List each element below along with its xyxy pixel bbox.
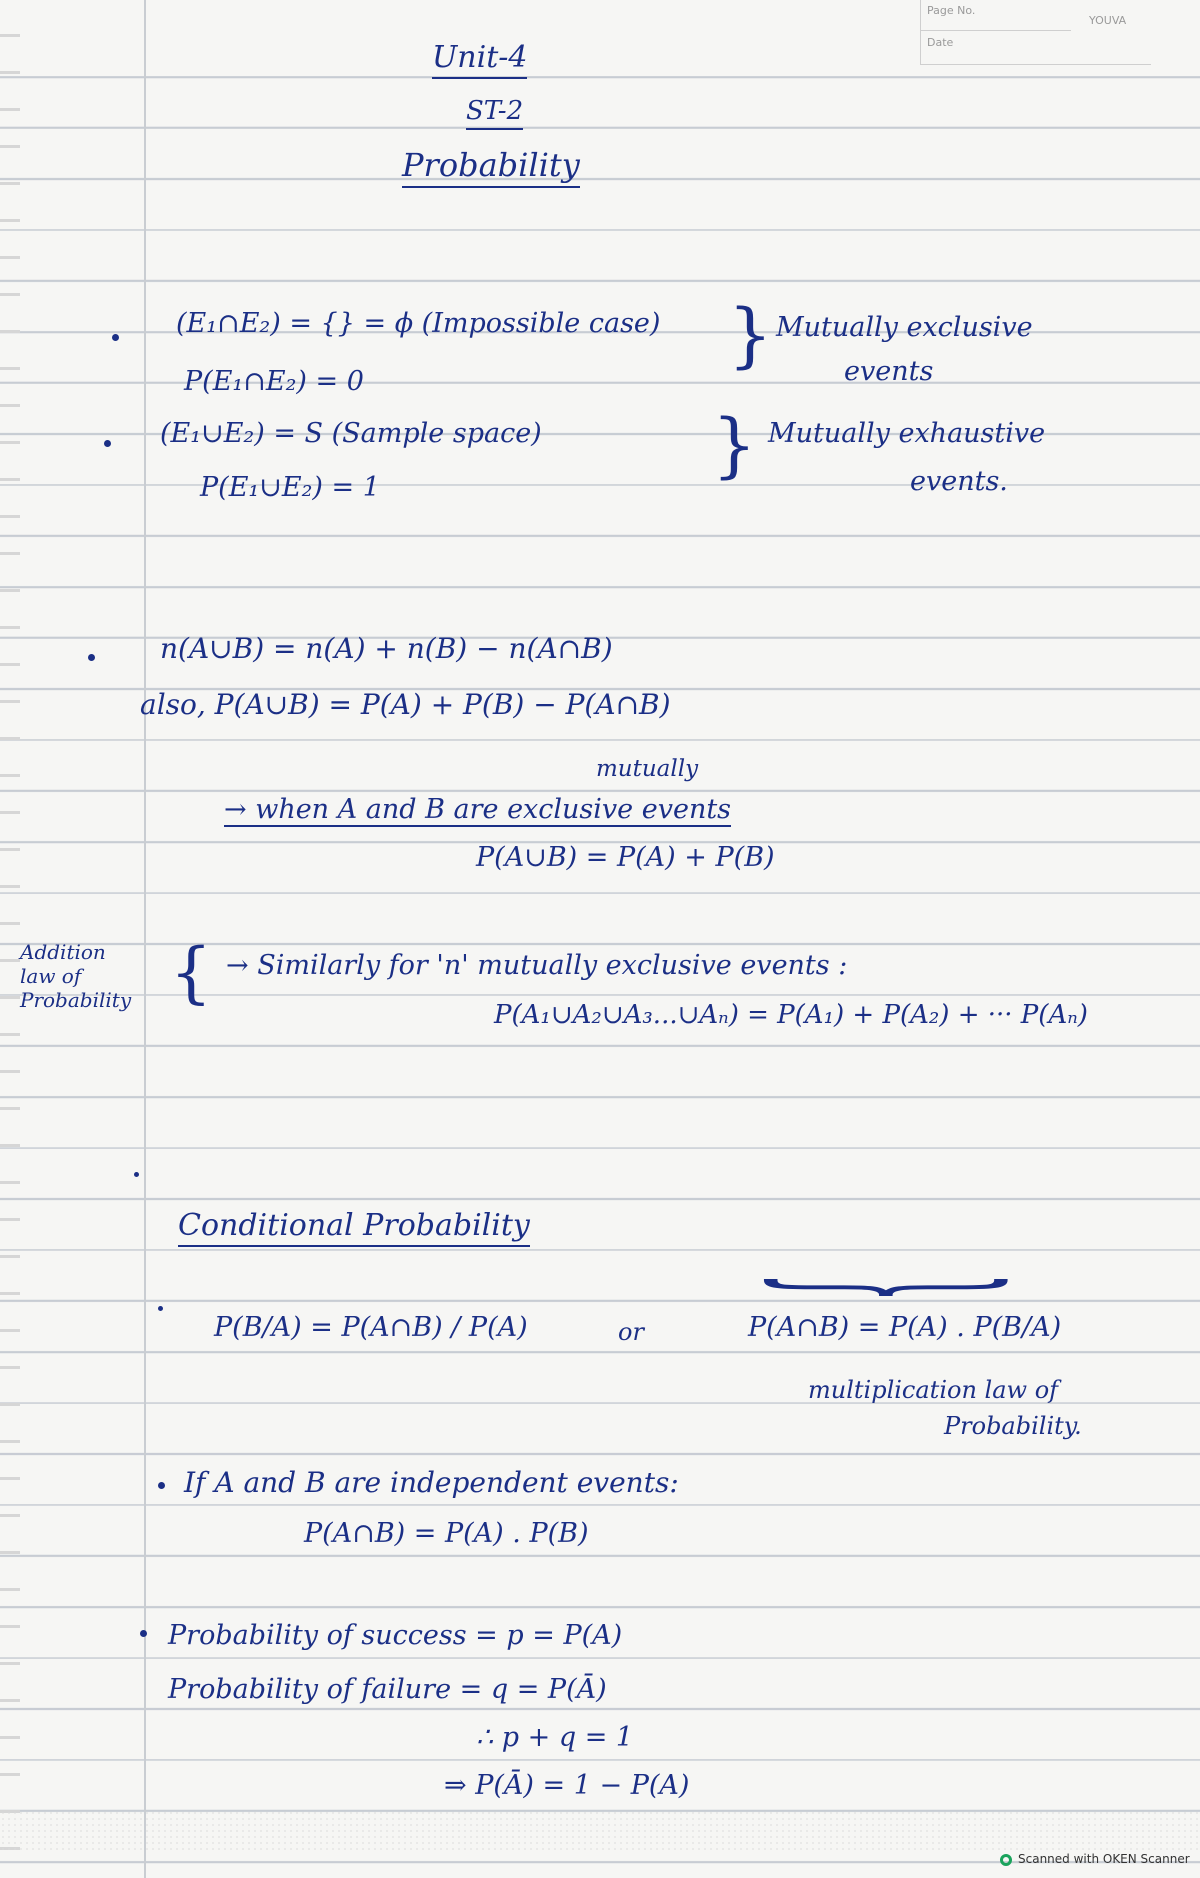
events-label: events. (910, 466, 1008, 497)
page-corner-box (920, 0, 1151, 65)
independent-events-statement: If A and B are independent events: (184, 1466, 679, 1499)
topic-title: Probability (402, 146, 580, 188)
mutually-exclusive-label: Mutually exclusive (776, 312, 1033, 343)
course-code: ST-2 (466, 96, 523, 130)
bullet (158, 1306, 163, 1311)
insert-mutually: mutually (596, 756, 699, 782)
date-label: Date (927, 36, 954, 49)
bullet (112, 334, 119, 341)
bullet (140, 1630, 147, 1637)
union-exclusive-formula: P(A∪B) = P(A) + P(B) (476, 842, 775, 873)
bullet (134, 1172, 139, 1177)
curly-brace: } (712, 404, 757, 486)
bullet (158, 1482, 165, 1489)
events-label: events (844, 356, 934, 387)
probability-success: Probability of success = p = P(A) (168, 1620, 623, 1651)
prob-intersection-zero: P(E₁∩E₂) = 0 (184, 366, 364, 397)
complement-formula: ⇒ P(Ā) = 1 − P(A) (444, 1770, 690, 1801)
probability-label: Probability. (944, 1412, 1082, 1440)
counting-union-formula: n(A∪B) = n(A) + n(B) − n(A∩B) (160, 632, 613, 665)
union-sample-space: (E₁∪E₂) = S (Sample space) (160, 418, 542, 449)
independent-formula: P(A∩B) = P(A) . P(B) (304, 1518, 589, 1549)
curly-brace: } (728, 294, 773, 376)
probability-failure: Probability of failure = q = P(Ā) (168, 1674, 607, 1705)
mutually-exhaustive-label: Mutually exhaustive (768, 418, 1046, 449)
or-text: or (618, 1318, 644, 1346)
page-edge-holes (0, 0, 20, 1878)
conditional-probability-heading: Conditional Probability (178, 1208, 530, 1247)
margin-line (144, 0, 146, 1878)
probability-union-formula: also, P(A∪B) = P(A) + P(B) − P(A∩B) (140, 688, 671, 721)
n-events-formula: P(A₁∪A₂∪A₃...∪Aₙ) = P(A₁) + P(A₂) + ··· P(Aₙ) (494, 1000, 1088, 1030)
bullet (104, 440, 111, 447)
bullet (88, 654, 95, 661)
conditional-formula: P(B/A) = P(A∩B) / P(A) (214, 1312, 528, 1343)
scanner-logo-icon (1000, 1854, 1012, 1866)
mutually-exclusive-condition: → when A and B are exclusive events (224, 794, 732, 825)
prob-union-one: P(E₁∪E₂) = 1 (200, 472, 380, 503)
underbrace: } (741, 1273, 1047, 1302)
scanner-text: Scanned with OKEN Scanner (1018, 1852, 1190, 1866)
scan-noise-band (0, 1810, 1200, 1850)
page-no-label: Page No. (927, 4, 976, 17)
n-events-statement: → Similarly for 'n' mutually exclusive events : (226, 950, 848, 981)
sum-equals-one: ∴ p + q = 1 (476, 1722, 634, 1753)
unit-title: Unit-4 (432, 40, 527, 79)
intersection-empty-set: (E₁∩E₂) = {} = ϕ (Impossible case) (176, 308, 661, 339)
curly-brace: { (170, 934, 212, 1011)
multiplication-law-label: multiplication law of (808, 1376, 1059, 1404)
corner-divider (921, 30, 1071, 31)
scanner-watermark (1000, 1852, 1190, 1866)
addition-law-margin-note: Addition law of Probability (20, 940, 132, 1012)
multiplication-formula: P(A∩B) = P(A) . P(B/A) (748, 1312, 1062, 1343)
brand-label: YOUVA (1089, 14, 1127, 27)
